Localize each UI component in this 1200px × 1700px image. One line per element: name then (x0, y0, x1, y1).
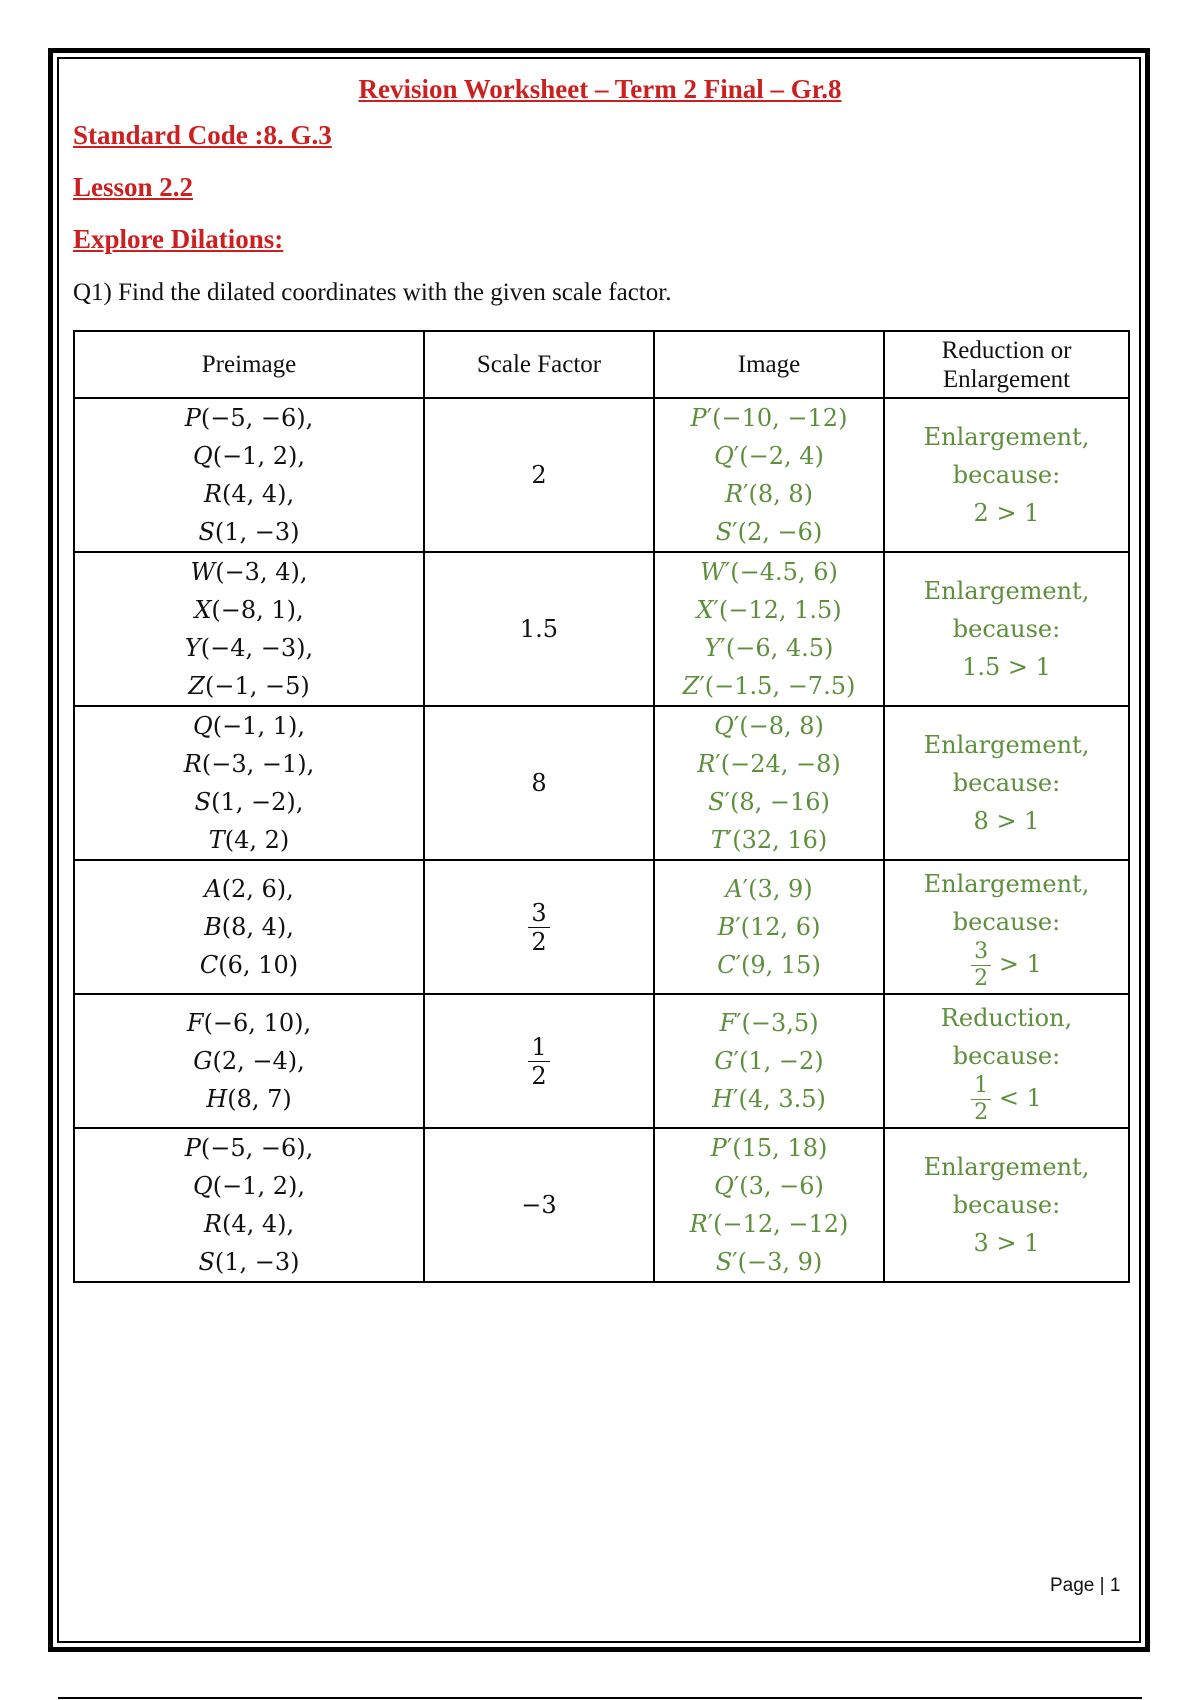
scale-factor-cell (424, 1128, 654, 1282)
result-comparison (885, 1072, 1128, 1125)
image-point (655, 399, 883, 437)
prime-mark: ′ (733, 1172, 740, 1200)
image-point (655, 591, 883, 629)
result-because: because: (952, 1041, 1061, 1070)
point-coords: (4, 4), (221, 480, 295, 508)
point-letter: W (190, 558, 216, 586)
point-coords: (3, −6) (739, 1172, 824, 1200)
scale-factor-cell (424, 860, 654, 994)
point-letter: G (193, 1047, 213, 1075)
scale-factor-cell (424, 552, 654, 706)
preimage-cell (74, 552, 424, 706)
point-coords: (−5, −6), (200, 1134, 314, 1162)
preimage-point (75, 591, 423, 629)
prime-mark: ′ (707, 1210, 714, 1238)
point-letter: S (194, 788, 212, 816)
table-row (74, 860, 1129, 994)
preimage-point (75, 1080, 423, 1118)
point-letter: B (717, 913, 736, 941)
point-coords: (−10, −12) (712, 404, 848, 432)
point-letter: Q (714, 442, 734, 470)
point-letter: R (697, 750, 716, 778)
point-letter: Y (184, 634, 201, 662)
image-point (655, 1004, 883, 1042)
scale-factor-value: 2 (531, 461, 547, 489)
header-scale-factor: Scale Factor (424, 331, 654, 398)
image-point (655, 908, 883, 946)
point-letter: R (203, 480, 222, 508)
prime-mark: ′ (713, 596, 719, 624)
point-coords: (−3, 4), (215, 558, 308, 586)
preimage-point (75, 908, 423, 946)
comparison-fraction-denominator: 2 (974, 1099, 989, 1125)
result-type: Reduction, (940, 1003, 1073, 1032)
point-letter: Q (193, 712, 213, 740)
table-row (74, 994, 1129, 1128)
result-cell (884, 552, 1129, 706)
point-letter: Q (193, 442, 213, 470)
image-point (655, 667, 883, 705)
preimage-cell (74, 860, 424, 994)
preimage-cell (74, 398, 424, 552)
point-coords: (−6, 4.5) (725, 634, 834, 662)
result-type: Enlargement, (923, 731, 1090, 759)
preimage-point (75, 946, 423, 984)
worksheet-title: Revision Worksheet – Term 2 Final – Gr.8 (358, 74, 842, 104)
result-comparison (885, 1224, 1128, 1262)
point-coords: (4, 4), (221, 1210, 295, 1238)
point-coords: (1, −2), (211, 788, 304, 816)
dilation-table (73, 330, 1130, 1283)
header-result-line2: Enlargement (942, 365, 1071, 393)
prime-mark: ′ (733, 1047, 739, 1075)
image-point (655, 1243, 883, 1281)
worksheet-title-wrap (0, 74, 1200, 105)
prime-mark: ′ (726, 1134, 733, 1162)
result-type: Enlargement, (923, 423, 1090, 451)
prime-mark: ′ (724, 558, 731, 586)
point-coords: (3, 9) (748, 875, 813, 903)
preimage-point (75, 475, 423, 513)
result-comparison (885, 494, 1128, 532)
prime-mark: ′ (743, 480, 749, 508)
comparison-rest: < 1 (998, 1083, 1042, 1112)
result-cell (884, 994, 1129, 1128)
point-coords: (−3, 9) (737, 1248, 823, 1276)
preimage-point (75, 783, 423, 821)
preimage-point (75, 745, 423, 783)
scale-fraction (528, 1032, 549, 1090)
preimage-point (75, 1004, 423, 1042)
image-point (655, 1042, 883, 1080)
result-because: because: (952, 1191, 1061, 1219)
point-coords: (4, 2) (224, 826, 290, 854)
result-because: because: (952, 461, 1061, 489)
prime-mark: ′ (733, 712, 740, 740)
point-letter: Q (714, 1172, 734, 1200)
prime-mark: ′ (706, 404, 713, 432)
scale-fraction-denominator: 2 (531, 1061, 547, 1090)
point-coords: (6, 10) (218, 951, 299, 979)
comparison-text: 1.5 > 1 (962, 653, 1051, 681)
result-type: Enlargement, (923, 1153, 1090, 1181)
preimage-point (75, 629, 423, 667)
point-letter: R (183, 750, 202, 778)
comparison-fraction-denominator: 2 (974, 965, 989, 991)
point-coords: (−12, 1.5) (718, 596, 842, 624)
point-letter: F (186, 1009, 204, 1037)
point-letter: Y (704, 634, 721, 662)
preimage-point (75, 399, 423, 437)
preimage-point (75, 1205, 423, 1243)
point-coords: (−1, 2), (212, 1172, 305, 1200)
point-letter: R (724, 480, 744, 508)
prime-mark: ′ (736, 1009, 742, 1037)
preimage-point (75, 553, 423, 591)
point-coords: (−3,5) (741, 1009, 819, 1037)
point-letter: C (717, 951, 736, 979)
scale-factor-cell (424, 398, 654, 552)
point-coords: (−1, 2), (212, 442, 305, 470)
point-letter: T (208, 826, 225, 854)
scale-factor-cell (424, 994, 654, 1128)
point-letter: R (689, 1210, 708, 1238)
point-letter: P (690, 404, 707, 432)
point-coords: (1, −3) (214, 518, 300, 546)
comparison-fraction-numerator: 1 (971, 1075, 991, 1100)
point-coords: (−8, 1), (211, 596, 304, 624)
header-result-line1: Reduction or (941, 336, 1072, 364)
point-coords: (12, 6) (740, 913, 821, 941)
lesson-label: Lesson 2.2 (73, 172, 194, 202)
table-row (74, 1128, 1129, 1282)
point-letter: P (184, 1134, 201, 1162)
result-comparison (885, 648, 1128, 686)
point-coords: (1, −2) (738, 1047, 824, 1075)
preimage-point (75, 821, 423, 859)
scale-fraction-denominator: 2 (531, 927, 547, 956)
image-point (655, 745, 883, 783)
prime-mark: ′ (715, 750, 721, 778)
scale-factor-value: −3 (521, 1191, 557, 1219)
point-coords: (−1.5, −7.5) (704, 672, 856, 700)
point-coords: (8, 7) (227, 1085, 292, 1113)
point-letter: Z (682, 672, 700, 700)
comparison-text: 8 > 1 (973, 807, 1040, 835)
prime-mark: ′ (735, 951, 742, 979)
table-row (74, 398, 1129, 552)
point-coords: (−12, −12) (713, 1210, 849, 1238)
point-letter: A (725, 875, 743, 903)
image-point (655, 1129, 883, 1167)
preimage-cell (74, 706, 424, 860)
header-result (884, 331, 1129, 398)
point-letter: T (710, 826, 727, 854)
preimage-point (75, 437, 423, 475)
prime-mark: ′ (732, 1248, 738, 1276)
image-point (655, 475, 883, 513)
point-coords: (−5, −6), (200, 404, 314, 432)
bottom-rule (58, 1697, 1142, 1699)
preimage-cell (74, 1128, 424, 1282)
result-cell (884, 706, 1129, 860)
comparison-text: 2 > 1 (973, 499, 1040, 527)
header-image: Image (654, 331, 884, 398)
point-letter: Q (193, 1172, 213, 1200)
point-letter: S (708, 788, 725, 816)
preimage-point (75, 1042, 423, 1080)
point-letter: X (194, 596, 212, 624)
result-comparison (885, 802, 1128, 840)
point-letter: X (696, 596, 714, 624)
prime-mark: ′ (726, 826, 733, 854)
prime-mark: ′ (724, 788, 730, 816)
point-letter: F (719, 1009, 737, 1037)
result-cell (884, 1128, 1129, 1282)
point-coords: (8, −16) (730, 788, 830, 816)
point-letter: G (714, 1047, 734, 1075)
comparison-text: 3 > 1 (973, 1229, 1040, 1257)
point-coords: (2, 6), (221, 875, 294, 903)
scale-fraction-numerator: 3 (528, 901, 549, 928)
point-coords: (32, 16) (732, 826, 828, 854)
point-coords: (2, −6) (737, 518, 823, 546)
comparison-fraction-numerator: 3 (971, 941, 991, 966)
point-coords: (9, 15) (741, 951, 821, 979)
point-coords: (−2, 4) (739, 442, 824, 470)
image-point (655, 870, 883, 908)
scale-factor-value: 8 (531, 769, 547, 797)
point-letter: Q (714, 712, 734, 740)
scale-factor-value: 1.5 (519, 615, 559, 643)
result-because: because: (952, 907, 1061, 936)
prime-mark: ′ (733, 1085, 739, 1113)
point-coords: (−8, 8) (739, 712, 824, 740)
point-letter: S (198, 1248, 215, 1276)
prime-mark: ′ (742, 875, 749, 903)
result-because: because: (952, 615, 1061, 643)
prime-mark: ′ (735, 913, 741, 941)
preimage-point (75, 707, 423, 745)
point-letter: H (206, 1085, 228, 1113)
point-coords: (−4, −3), (200, 634, 314, 662)
comparison-rest: > 1 (998, 949, 1042, 978)
prime-mark: ′ (699, 672, 705, 700)
point-coords: (2, −4), (212, 1047, 305, 1075)
prime-mark: ′ (733, 442, 740, 470)
image-point (655, 513, 883, 551)
result-cell (884, 398, 1129, 552)
image-point (655, 1205, 883, 1243)
point-coords: (1, −3) (214, 1248, 300, 1276)
image-point (655, 553, 883, 591)
image-cell (654, 1128, 884, 1282)
point-letter: A (204, 875, 222, 903)
point-letter: B (204, 913, 222, 941)
preimage-point (75, 1167, 423, 1205)
scale-factor-cell (424, 706, 654, 860)
image-point (655, 1167, 883, 1205)
page-number: Page | 1 (1050, 1575, 1121, 1596)
image-point (655, 821, 883, 859)
preimage-point (75, 1129, 423, 1167)
table-row (74, 552, 1129, 706)
image-cell (654, 706, 884, 860)
point-letter: Z (188, 672, 205, 700)
point-letter: P (710, 1134, 727, 1162)
point-coords: (−3, −1), (201, 750, 315, 778)
preimage-point (75, 870, 423, 908)
point-coords: (4, 3.5) (738, 1085, 826, 1113)
result-cell (884, 860, 1129, 994)
question-text: Q1) Find the dilated coordinates with the given scale factor. (73, 279, 672, 306)
image-point (655, 437, 883, 475)
point-letter: S (715, 1248, 733, 1276)
image-cell (654, 552, 884, 706)
scale-fraction-numerator: 1 (528, 1035, 549, 1062)
image-point (655, 707, 883, 745)
comparison-fraction (971, 938, 991, 991)
point-coords: (−24, −8) (720, 750, 841, 778)
point-coords: (−6, 10), (203, 1009, 312, 1037)
point-coords: (−1, 1), (212, 712, 305, 740)
image-cell (654, 994, 884, 1128)
header-preimage: Preimage (74, 331, 424, 398)
result-type: Enlargement, (923, 577, 1090, 605)
standard-code: Standard Code :8. G.3 (73, 120, 332, 150)
point-letter: P (184, 404, 201, 432)
comparison-fraction (971, 1072, 991, 1125)
point-letter: W (700, 558, 725, 586)
point-letter: S (198, 518, 215, 546)
preimage-point (75, 513, 423, 551)
point-letter: H (712, 1085, 734, 1113)
image-point (655, 1080, 883, 1118)
prime-mark: ′ (732, 518, 738, 546)
result-because: because: (952, 769, 1061, 797)
table-header-row (74, 331, 1129, 398)
point-coords: (8, 8) (748, 480, 814, 508)
point-coords: (8, 4), (221, 913, 294, 941)
section-heading: Explore Dilations: (73, 224, 284, 254)
image-point (655, 946, 883, 984)
preimage-point (75, 667, 423, 705)
point-letter: S (715, 518, 733, 546)
point-coords: (−1, −5) (204, 672, 310, 700)
point-letter: R (203, 1210, 222, 1238)
image-point (655, 629, 883, 667)
image-point (655, 783, 883, 821)
image-cell (654, 860, 884, 994)
result-type: Enlargement, (923, 869, 1090, 898)
prime-mark: ′ (720, 634, 726, 662)
image-cell (654, 398, 884, 552)
point-coords: (15, 18) (732, 1134, 828, 1162)
scale-fraction (528, 898, 549, 956)
table-row (74, 706, 1129, 860)
result-comparison (885, 938, 1128, 991)
table-body (74, 398, 1129, 1282)
preimage-point (75, 1243, 423, 1281)
point-letter: C (199, 951, 219, 979)
preimage-cell (74, 994, 424, 1128)
point-coords: (−4.5, 6) (730, 558, 838, 586)
